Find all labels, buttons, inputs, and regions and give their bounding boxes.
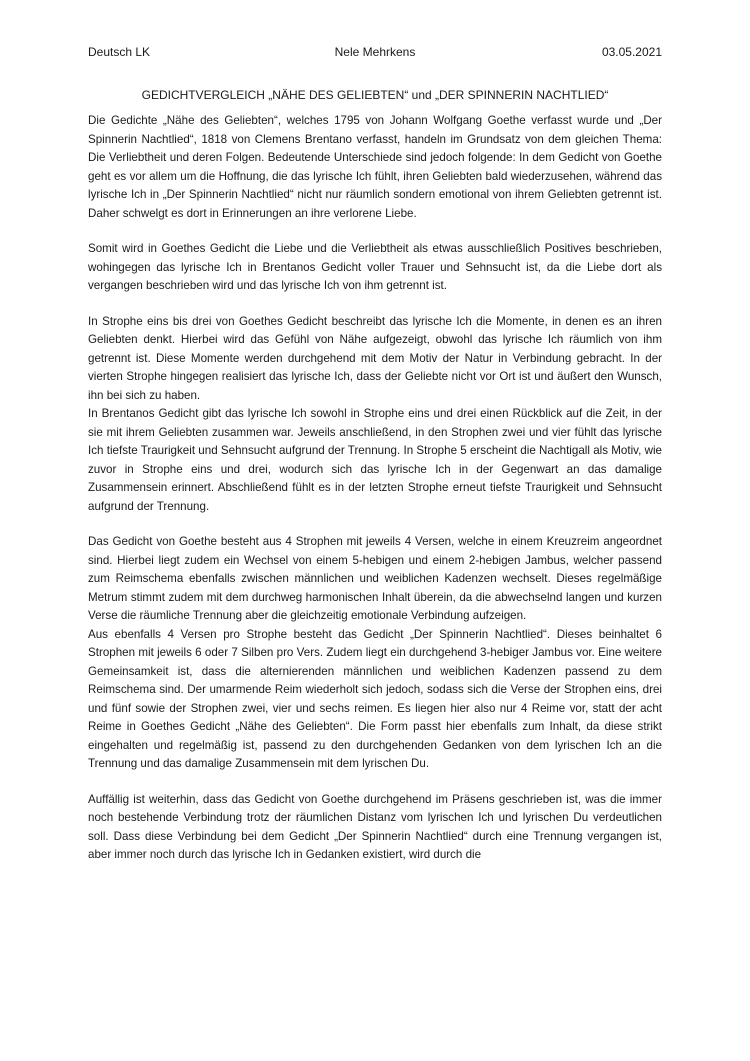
document-title: GEDICHTVERGLEICH „NÄHE DES GELIEBTEN“ und „DER SPINNERIN NACHTLIED“ (141, 88, 609, 102)
paragraph-goethe-content: In Strophe eins bis drei von Goethes Gedicht beschreibt das lyrische Ich die Momente, in denen es an ihren Geliebten denkt. Hierbei wird das Gefühl von Nähe aufgezeigt, obwohl das lyrische Ich räumlich von ihm getrennt ist. Diese Momente werden durchgehend mit dem Motiv der Natur in Verbindung gebracht. In der vierten Strophe hingegen realisiert das lyrische Ich, dass der Geliebte nicht vor Ort ist und äußert den Wunsch, ihn bei sich zu haben. (88, 314, 662, 402)
header-date: 03.05.2021 (601, 45, 662, 59)
paragraph-summary: Somit wird in Goethes Gedicht die Liebe und die Verliebtheit als etwas ausschließlich Positives beschrieben, wohingegen das lyrische Ich in Brentanos Gedicht voller Trauer und Sehnsucht ist, da die Liebe dort als vergangen beschrieben wird und das lyrische Ich von ihm getrennt ist. (88, 242, 662, 292)
paragraph-intro: Die Gedichte „Nähe des Geliebten“, welches 1795 von Johann Wolfgang Goethe verfasst wurde und „Der Spinnerin Nachtlied“, 1818 von Clemens Brentano verfasst, handeln im Grundsatz von dem gleichen Thema: Die Verliebtheit und deren Folgen. Bedeutende Unterschiede sind jedoch folgende: In dem Gedicht von Goethe geht es vor allem um die Hoffnung, die das lyrische Ich fühlt, ihren Geliebten bald wiederzusehen, während das lyrische Ich in „Der Spinnerin Nachtlied“ nicht nur räumlich sondern emotional von ihrem Geliebten getrennt ist. Daher schwelgt es dort in Erinnerungen an ihre verlorene Liebe. (88, 114, 662, 220)
header-course: Deutsch LK (88, 45, 151, 59)
header-author: Nele Mehrkens (334, 45, 416, 59)
document-body (88, 112, 662, 865)
paragraph-brentano-form: Aus ebenfalls 4 Versen pro Strophe besteht das Gedicht „Der Spinnerin Nachtlied“. Dieses beinhaltet 6 Strophen mit jeweils 6 oder 7 Silben pro Vers. Zudem liegt ein durchgehend 3-hebiger Jambus vor. Eine weitere Gemeinsamkeit ist, dass die alternierenden männlichen und weiblichen Kadenzen passend zu dem Reimschema sind. Der umarmende Reim wiederholt sich jedoch, sodass sich die Verse der Strophen eins, drei und fünf sowie der Strophen zwei, vier und sechs reimen. Es liegen hier also nur 4 Reime vor, statt der acht Reime in Goethes Gedicht „Nähe des Geliebten“. Die Form passt hier ebenfalls zum Inhalt, da diese strikt eingehalten und regelmäßig ist, passend zu den durchgehenden Gedanken von dem lyrischen Ich an die Trennung und das damalige Zusammensein mit dem lyrischen Du. (88, 627, 662, 770)
paragraph-brentano-content: In Brentanos Gedicht gibt das lyrische Ich sowohl in Strophe eins und drei einen Rückblick auf die Zeit, in der sie mit ihrem Geliebten zusammen war. Jeweils anschließend, in den Strophen zwei und vier fühlt das lyrische Ich tiefste Traurigkeit und Sehnsucht aufgrund der Trennung. In Strophe 5 erscheint die Nachtigall als Motiv, wie zuvor in Strophe eins und drei, wodurch sich das lyrische Ich in der Gegenwart an das damalige Zusammensein erinnert. Abschließend fühlt es in der letzten Strophe erneut tiefste Traurigkeit und Sehnsucht aufgrund der Trennung. (88, 407, 662, 513)
page-header (88, 44, 662, 60)
paragraph-goethe-form: Das Gedicht von Goethe besteht aus 4 Strophen mit jeweils 4 Versen, welche in einem Kreuzreim angeordnet sind. Hierbei liegt zudem ein Wechsel von einem 5-hebigen und einem 2-hebigen Jambus, welcher passend zum Reimschema ebenfalls zwischen männlichen und weiblichen Kadenzen wechselt. Dieses regelmäßige Metrum stimmt zudem mit dem durchweg harmonischen Inhalt überein, da die abwechselnd langen und kurzen Verse die räumliche Trennung aber die gleichzeitig emotionale Verbindung aufzeigen. (88, 535, 662, 622)
paragraph-tense: Auffällig ist weiterhin, dass das Gedicht von Goethe durchgehend im Präsens geschrieben ist, was die immer noch bestehende Verbindung trotz der räumlichen Distanz vom lyrischen Ich und lyrischen Du verdeutlichen soll. Dass diese Verbindung bei dem Gedicht „Der Spinnerin Nachtlied“ durch eine Trennung vergangen ist, aber immer noch durch das lyrische Ich in Gedanken existiert, wird durch die (88, 792, 662, 861)
